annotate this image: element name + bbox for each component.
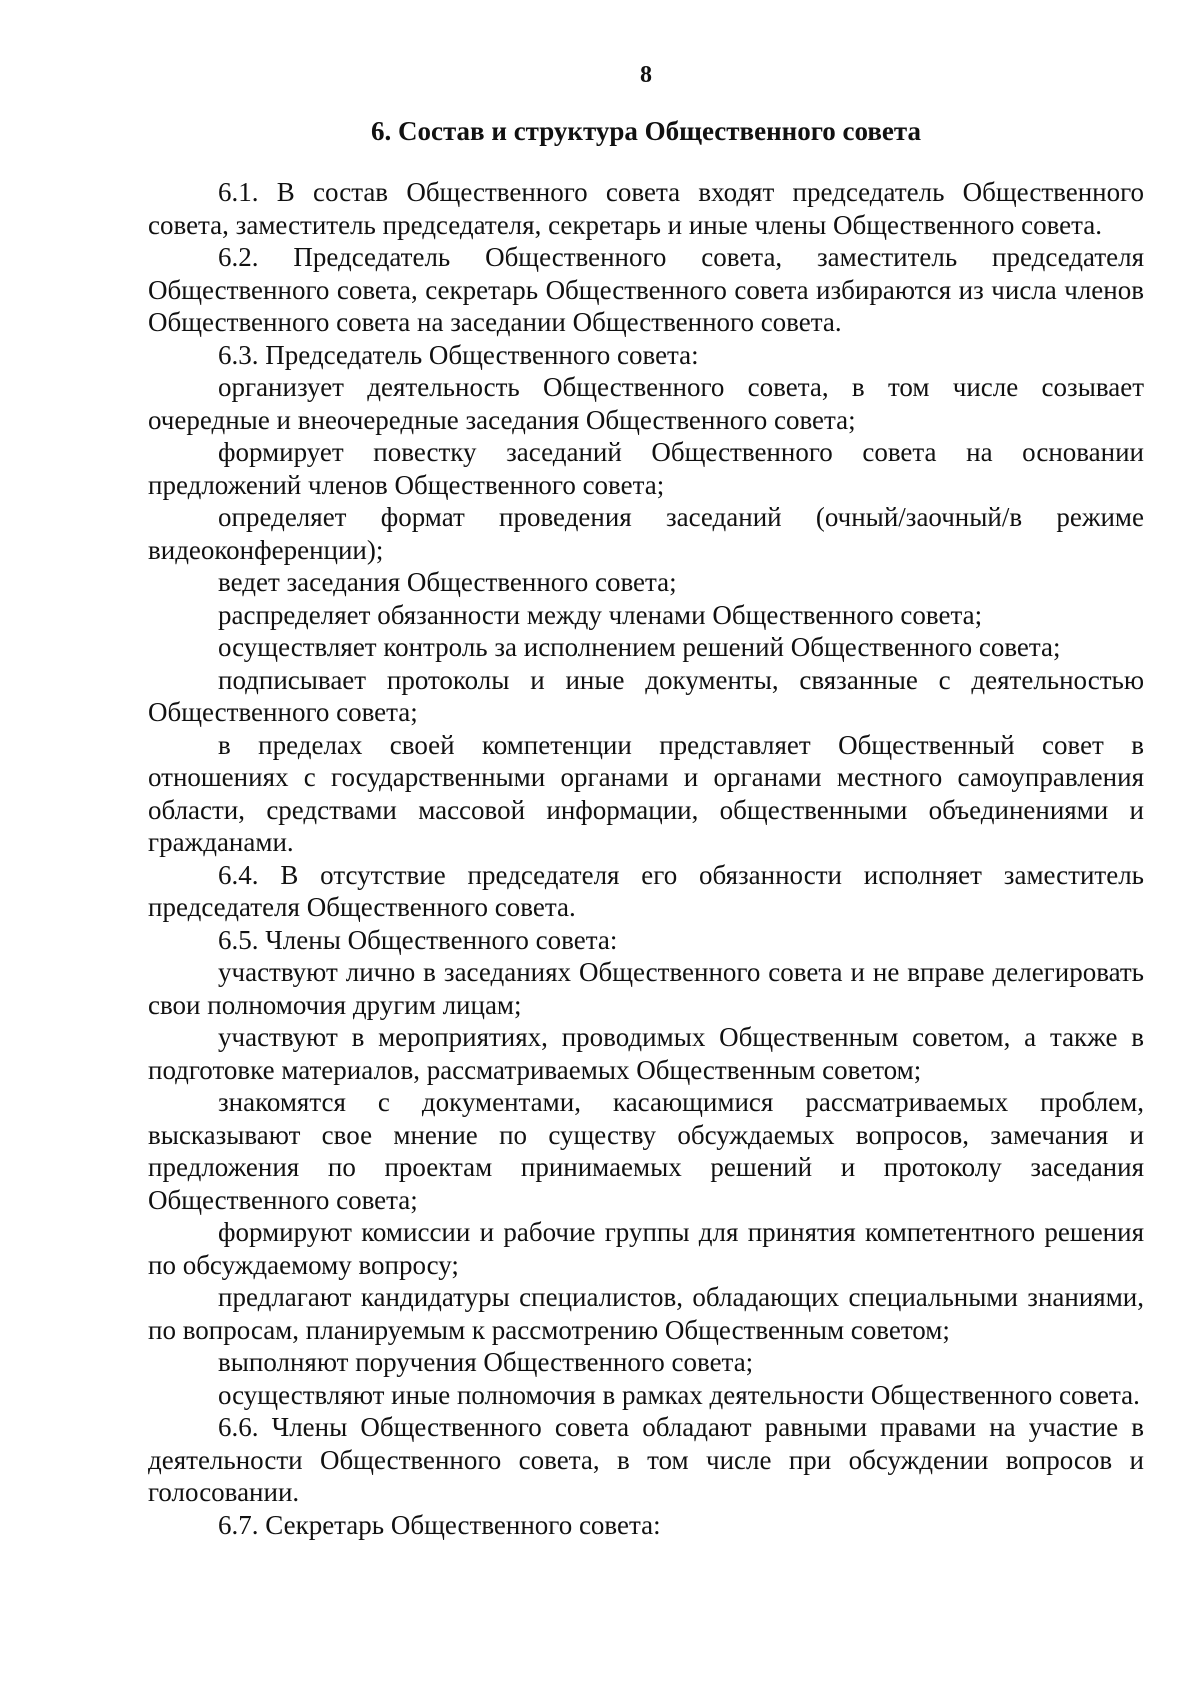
list-item: знакомятся с документами, касающимися рассматриваемых проблем, высказывают свое мнение по существу обсуждаемых вопросов, замечания и предложения по проектам принимаемых решений и протоколу заседания Общественного совета; — [148, 1087, 1144, 1215]
list-item: формирует повестку заседаний Общественного совета на основании предложений членов Общественного совета; — [148, 437, 1144, 500]
paragraph-6-3: 6.3. Председатель Общественного совета: — [218, 339, 699, 370]
document-page — [148, 0, 1144, 1695]
paragraph-6-4: 6.4. В отсутствие председателя его обязанности исполняет заместитель председателя Общественного совета. — [148, 859, 1144, 922]
list-item: предлагают кандидатуры специалистов, обладающих специальными знаниями, по вопросам, планируемым к рассмотрению Общественным советом; — [148, 1282, 1144, 1345]
paragraph-6-5: 6.5. Члены Общественного совета: — [218, 924, 618, 955]
list-item: осуществляет контроль за исполнением решений Общественного совета; — [218, 632, 1061, 662]
list-item: определяет формат проведения заседаний (очный/заочный/в режиме видеоконференции); — [148, 502, 1144, 565]
paragraph-6-6: 6.6. Члены Общественного совета обладают равными правами на участие в деятельности Общественного совета, в том числе при обсуждении вопросов и голосовании. — [148, 1412, 1144, 1507]
list-item: формируют комиссии и рабочие группы для принятия компетентного решения по обсуждаемому вопросу; — [148, 1217, 1144, 1280]
list-item: осуществляют иные полномочия в рамках деятельности Общественного совета. — [218, 1379, 1140, 1410]
paragraph-6-2: 6.2. Председатель Общественного совета, заместитель председателя Общественного совета, секретарь Общественного совета избираются из числа членов Общественного совета на заседании Общественного совета. — [148, 242, 1144, 337]
list-item: организует деятельность Общественного совета, в том числе созывает очередные и внеочередные заседания Общественного совета; — [148, 372, 1144, 435]
list-item: участвуют в мероприятиях, проводимых Общественным советом, а также в подготовке материалов, рассматриваемых Общественным советом; — [148, 1022, 1144, 1085]
list-item: участвуют лично в заседаниях Общественного совета и не вправе делегировать свои полномочия другим лицам; — [148, 957, 1144, 1020]
page-number: 8 — [640, 62, 652, 88]
list-item: распределяет обязанности между членами Общественного совета; — [218, 599, 983, 630]
section-heading: 6. Состав и структура Общественного совета — [370, 116, 922, 146]
paragraph-6-1: 6.1. В состав Общественного совета входят председатель Общественного совета, заместитель председателя, секретарь и иные члены Общественного совета. — [148, 177, 1144, 240]
document-body — [148, 176, 1144, 1541]
list-item: подписывает протоколы и иные документы, связанные с деятельностью Общественного совета; — [148, 664, 1144, 727]
list-item: в пределах своей компетенции представляет Общественный совет в отношениях с государственными органами и органами местного самоуправления области, средствами массовой информации, общественными объединениями и гражданами. — [148, 729, 1144, 857]
paragraph-6-7: 6.7. Секретарь Общественного совета: — [218, 1509, 661, 1540]
list-item: ведет заседания Общественного совета; — [218, 567, 677, 597]
list-item: выполняют поручения Общественного совета; — [218, 1347, 754, 1377]
